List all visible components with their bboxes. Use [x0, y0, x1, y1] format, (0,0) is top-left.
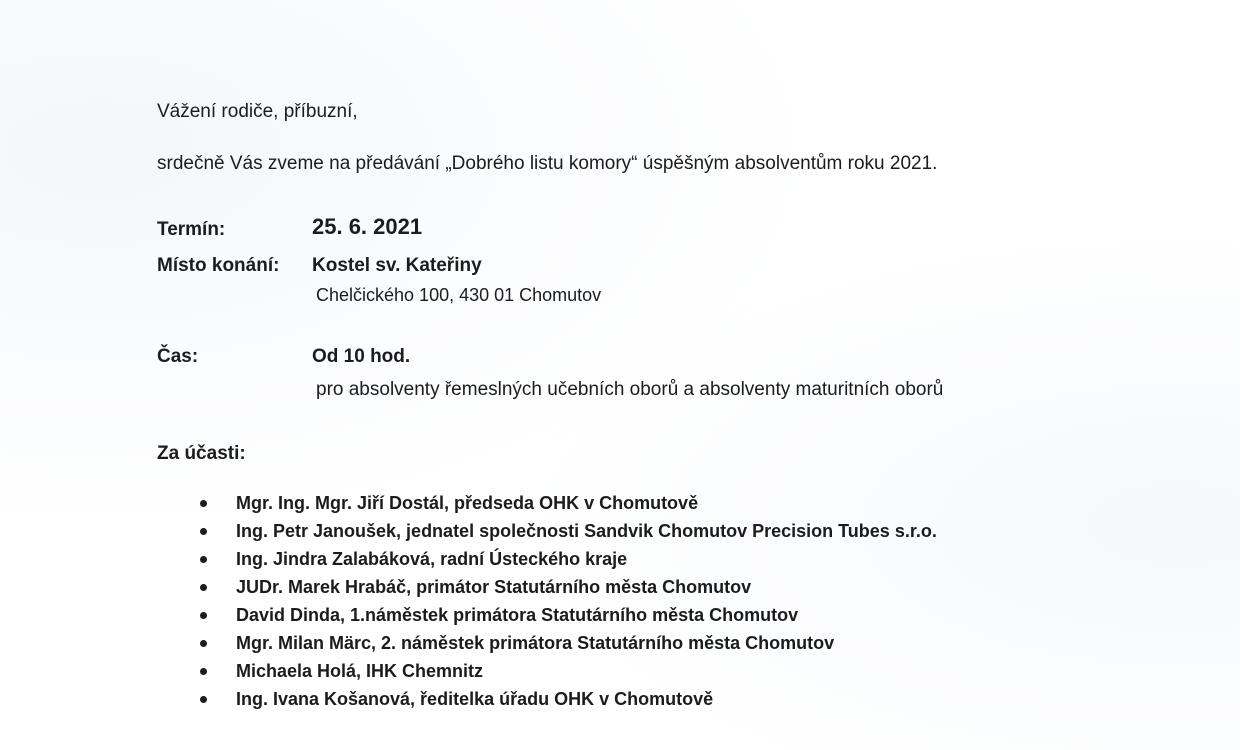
attendee-name: Ing. Petr Janoušek, jednatel společnosti Sandvik Chomutov Precision Tubes s.r.o. [236, 521, 937, 541]
attendee-name: Michaela Holá, IHK Chemnitz [236, 661, 484, 681]
audience-text: pro absolventy řemeslných učebních oborů a absolventy maturitních oborů [316, 379, 944, 400]
bullet-icon [200, 556, 207, 563]
bullet-icon [200, 668, 207, 675]
date-value: 25. 6. 2021 [312, 214, 423, 239]
attendee-name: JUDr. Marek Hrabáč, primátor Statutárního města Chomutov [236, 577, 752, 597]
attendee-name: Mgr. Ing. Mgr. Jiří Dostál, předseda OHK v Chomutově [236, 493, 699, 513]
attendee-name: Ing. Ivana Košanová, ředitelka úřadu OHK v Chomutově [236, 689, 714, 709]
time-value: Od 10 hod. [312, 346, 411, 367]
place-name: Kostel sv. Kateřiny [312, 255, 482, 276]
bullet-icon [200, 640, 207, 647]
attendee-name: Mgr. Milan Märc, 2. náměstek primátora Statutárního města Chomutov [236, 633, 835, 653]
greeting: Vážení rodiče, příbuzní, [157, 101, 358, 122]
bullet-icon [200, 500, 207, 507]
bullet-icon [200, 612, 207, 619]
date-label: Termín: [157, 219, 226, 240]
attendance-heading: Za účasti: [157, 443, 246, 464]
place-label: Místo konání: [157, 255, 280, 276]
time-label: Čas: [157, 346, 199, 367]
place-address: Chelčického 100, 430 01 Chomutov [316, 285, 602, 305]
invitation-text: srdečně Vás zveme na předávání „Dobrého listu komory“ úspěšným absolventům roku 2021. [157, 153, 938, 174]
attendee-name: Ing. Jindra Zalabáková, radní Ústeckého kraje [236, 549, 628, 569]
bullet-icon [200, 584, 207, 591]
bullet-icon [200, 528, 207, 535]
bullet-icon [200, 696, 207, 703]
attendee-name: David Dinda, 1.náměstek primátora Statutárního města Chomutov [236, 605, 799, 625]
